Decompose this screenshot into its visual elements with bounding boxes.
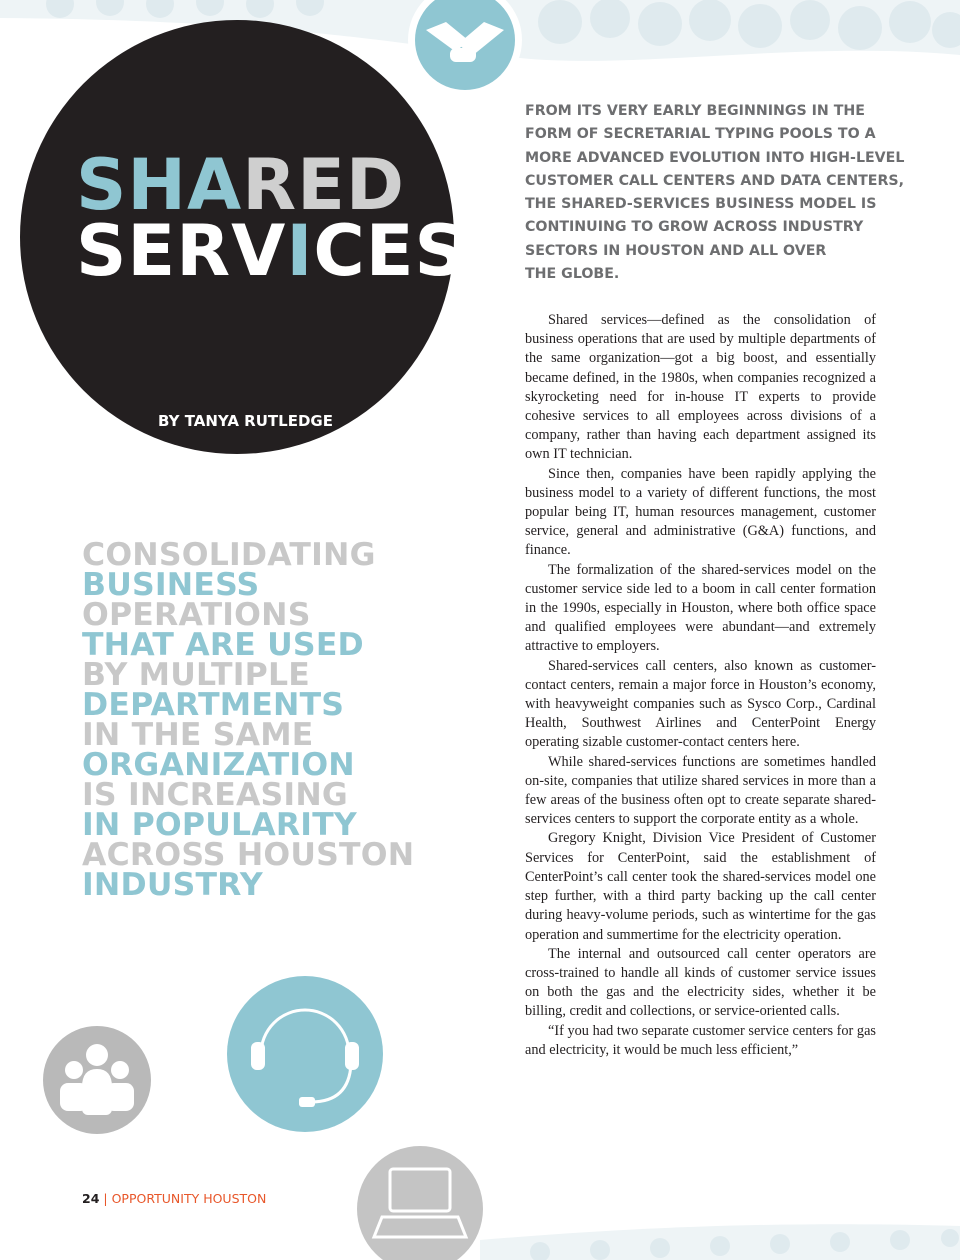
body-paragraph: While shared-services functions are sometimes handled on-site, companies that utilize shared services in more than a few areas of the business often opt to create separate shared-services centers to support the corporate entity as a whole. [525, 753, 876, 828]
body-paragraph: “If you had two separate customer service centers for gas and electricity, it would be much less efficient,” [525, 1022, 876, 1058]
headline-line-2 [76, 210, 466, 292]
lead-line: THE SHARED-SERVICES BUSINESS MODEL IS [525, 196, 877, 213]
headline-part: SERV [76, 210, 287, 292]
people-group-icon [42, 1025, 152, 1135]
pull-quote-line: IN THE SAME [82, 717, 314, 753]
pull-quote-line: BY MULTIPLE [82, 657, 310, 693]
headline-part: CES [313, 210, 466, 292]
pull-quote-line: OPERATIONS [82, 597, 311, 633]
bottom-dot-band [0, 1200, 960, 1260]
headline-part: SHA [76, 144, 243, 226]
page-footer [82, 1191, 266, 1206]
pull-quote-line: THAT ARE USED [82, 627, 364, 663]
body-paragraph: Shared services—defined as the consolidation of business operations that are used by multiple departments of the same organization—got a big boost, and essentially became defined, in the 1980s, when companies recognized a skyrocketing need for in-house IT experts to provide cohesive services to all employees across divisions of a company, rather than having each department assigned its own IT technician. [525, 312, 876, 463]
handshake-icon [406, 0, 524, 100]
pull-quote-line: ORGANIZATION [82, 747, 355, 783]
pull-quote-line: IN POPULARITY [82, 807, 357, 843]
headline-line-1 [76, 144, 436, 226]
lead-line: CUSTOMER CALL CENTERS AND DATA CENTERS, [525, 172, 905, 189]
publication-name: OPPORTUNITY HOUSTON [111, 1191, 267, 1206]
headset-icon [227, 976, 383, 1132]
pull-quote-line: BUSINESS [82, 567, 260, 603]
headline [76, 144, 466, 292]
page-number: 24 [82, 1191, 100, 1206]
headline-part: ED [297, 144, 406, 226]
byline: BY TANYA RUTLEDGE [158, 412, 333, 430]
pull-quote [82, 537, 422, 903]
body-paragraph: Shared-services call centers, also known as customer-contact centers, remain a major force in Houston’s economy, with heavyweight companies such as Sysco Corp., Cardinal Health, Southwest Airlines and CenterPoint Energy operating sizable customer-contact centers here. [525, 657, 876, 751]
pull-quote-line: CONSOLIDATING [82, 537, 376, 573]
body-paragraph: Since then, companies have been rapidly applying the business model to a variety of different functions, the most popular being IT, human resources management, customer service, general and administrative (G&A) functions, and finance. [525, 465, 876, 559]
headline-part: I [286, 210, 314, 292]
lead-line: THE GLOBE. [525, 266, 620, 283]
article-body [525, 311, 876, 1060]
body-paragraph: The internal and outsourced call center operators are cross-trained to handle all kinds of customer service issues on both the gas and the electricity sides, whether it be billing, credit and collections, or service-oriented calls. [525, 945, 876, 1020]
pull-quote-line: IS INCREASING [82, 777, 348, 813]
headline-part: R [242, 144, 298, 226]
lead-line: FORM OF SECRETARIAL TYPING POOLS TO A [525, 126, 876, 143]
lead-line: FROM ITS VERY EARLY BEGINNINGS IN THE [525, 103, 865, 119]
footer-separator: | [103, 1191, 108, 1206]
lead-line: CONTINUING TO GROW ACROSS INDUSTRY [525, 219, 864, 236]
pull-quote-line: DEPARTMENTS [82, 687, 345, 723]
body-paragraph: Gregory Knight, Division Vice President of Customer Services for CenterPoint, said the establishment of CenterPoint’s call center took the shared-services model one step further, with a third party backing up the call center during heavy-volume periods, such as wintertime for the gas operation and summertime for the electricity operation. [525, 830, 876, 943]
body-paragraph: The formalization of the shared-services model on the customer service side led to a boom in call center formation in the 1990s, especially in Houston, where both office space and qualified employees were abundant—and extremely attractive to employers. [525, 561, 876, 655]
pull-quote-line: INDUSTRY [82, 867, 263, 903]
lead-paragraph [525, 100, 905, 286]
pull-quote-line: ACROSS HOUSTON [82, 837, 415, 873]
lead-line: SECTORS IN HOUSTON AND ALL OVER [525, 242, 827, 259]
lead-line: MORE ADVANCED EVOLUTION INTO HIGH-LEVEL [525, 149, 905, 166]
